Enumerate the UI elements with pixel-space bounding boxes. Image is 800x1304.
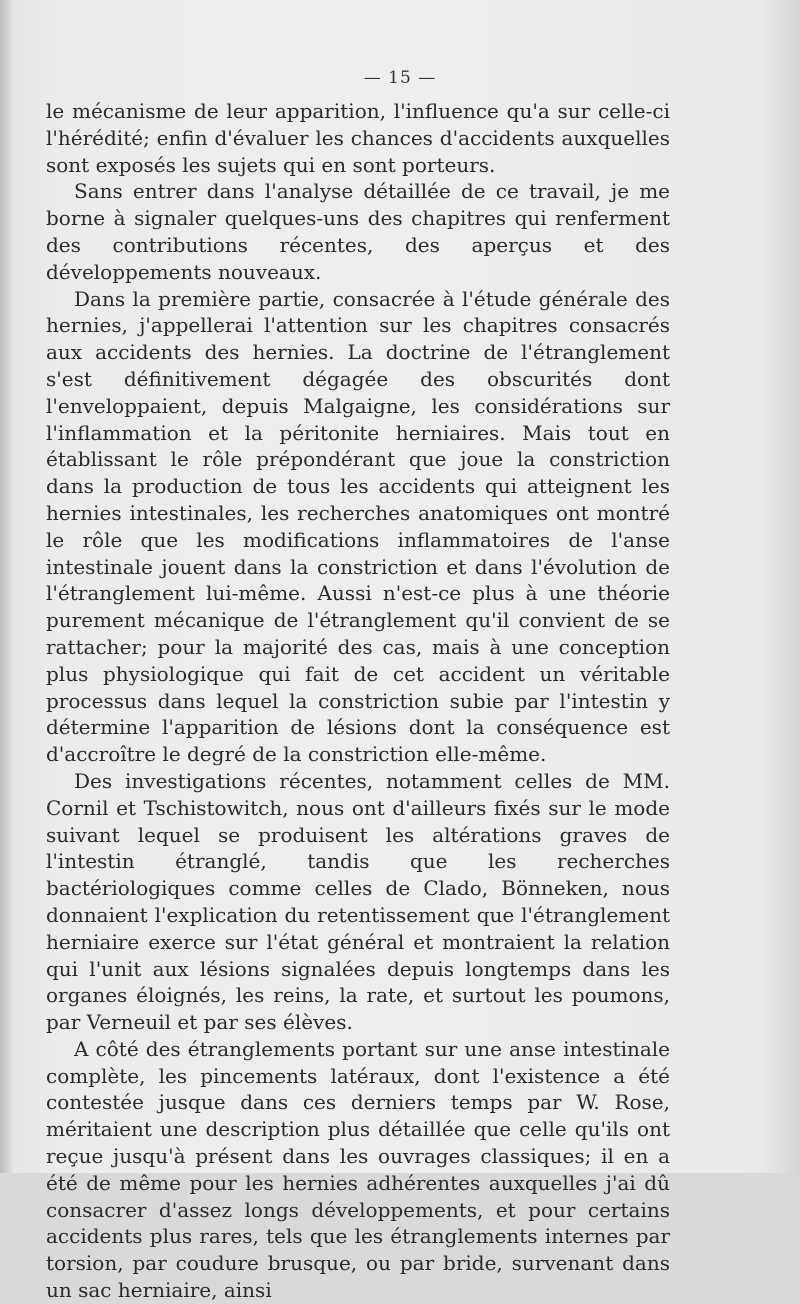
paragraph: Des investigations récentes, notamment celles de MM. Cornil et Tschistowitch, nous ont d'ailleurs fixés sur le mode suivant lequel se produisent les altérations graves de l'intestin étranglé, tandis que les recherches bactériologiques comme celles de Clado, Bönneken, nous donnaient l'explication du retentissement que l'étranglement herniaire exerce sur l'état général et montraient la relation qui l'unit aux lésions signalées depuis longtemps dans les organes éloignés, les reins, la rate, et surtout les poumons, par Verneuil et par ses élèves. — [46, 768, 670, 1035]
paragraph: A côté des étranglements portant sur une anse intestinale complète, les pincements latéraux, dont l'existence a été contestée jusque dans ces derniers temps par W. Rose, méritaient une description plus détaillée que celle qu'ils ont reçue jusqu'à présent dans les ouvrages classiques; il en a été de même pour les hernies adhérentes auxquelles j'ai dû consacrer d'assez longs développements, et pour certains accidents plus rares, tels que les étranglements internes par torsion, par coudure brusque, ou par bride, survenant dans un sac herniaire, ainsi — [46, 1036, 670, 1303]
paragraph: Dans la première partie, consacrée à l'étude générale des hernies, j'appellerai l'attention sur les chapitres consacrés aux accidents des hernies. La doctrine de l'étranglement s'est définitivement dégagée des obscurités dont l'enveloppaient, depuis Malgaigne, les considérations sur l'inflammation et la péritonite herniaires. Mais tout en établissant le rôle prépondérant que joue la constriction dans la production de tous les accidents qui atteignent les hernies intestinales, les recherches anatomiques ont montré le rôle que les modifications inflammatoires de l'anse intestinale jouent dans la constriction et dans l'évolution de l'étranglement lui-même. Aussi n'est-ce plus à une théorie purement mécanique de l'étranglement qu'il convient de se rattacher; pour la majorité des cas, mais à une conception plus physiologique qui fait de cet accident un véritable processus dans lequel la constriction subie par l'intestin y détermine l'apparition de lésions dont la conséquence est d'accroître le degré de la constriction elle-même. — [46, 286, 670, 767]
page-number: — 15 — — [363, 68, 437, 88]
paragraph: Sans entrer dans l'analyse détaillée de ce travail, je me borne à signaler quelques-uns des chapitres qui renferment des contributions récentes, des aperçus et des développements nouveaux. — [46, 179, 670, 284]
body-text — [46, 98, 670, 1304]
paragraph-continued: le mécanisme de leur apparition, l'influence qu'a sur celle-ci l'hérédité; enfin d'évaluer les chances d'accidents auxquelles sont exposés les sujets qui en sont porteurs. — [46, 99, 670, 177]
